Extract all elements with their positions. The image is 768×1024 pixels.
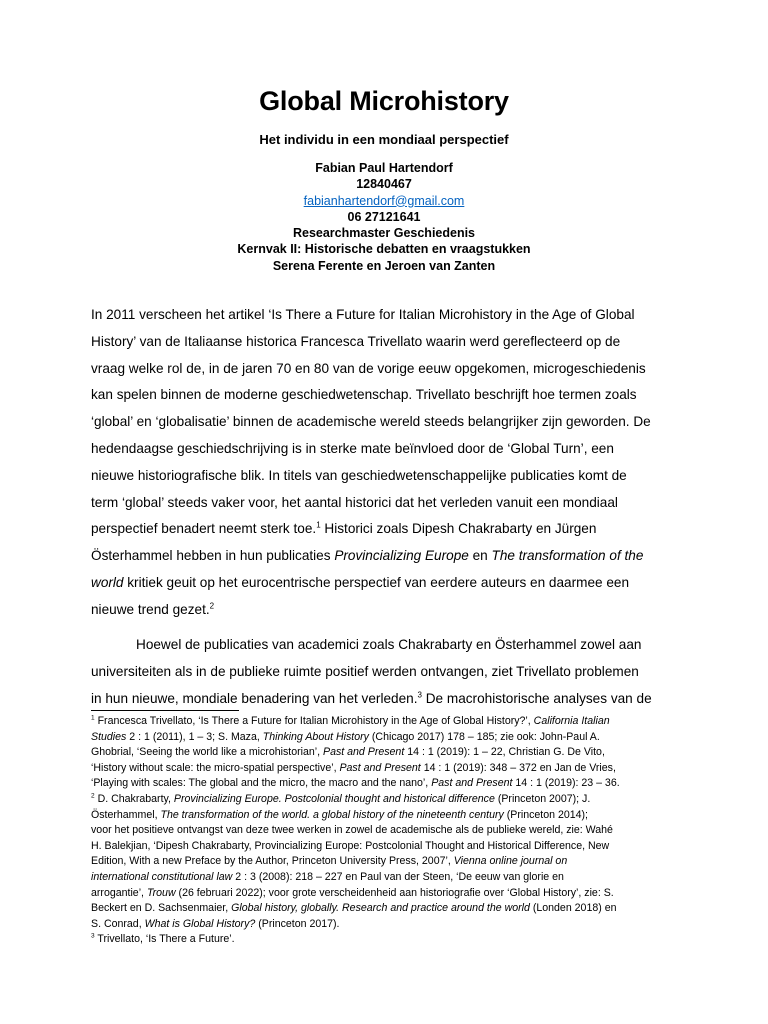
footnote-number: 2 (91, 792, 95, 800)
italic-text: Past and Present (339, 761, 421, 774)
footnote-ref-2[interactable]: 2 (209, 601, 215, 611)
footnote-line (91, 886, 681, 902)
italic-text: Past and Present (431, 777, 513, 790)
text-line: kan spelen binnen de moderne geschiedwetenschap. Trivellato beschrijft hoe termen zoals (91, 387, 637, 403)
footnote-line (91, 808, 681, 824)
italic-text: Provincializing Europe. Postcolonial thought and historical difference (173, 792, 495, 805)
text-line: hedendaagse geschiedschrijving is in sterke mate beïnvloed door de ‘Global Turn’, een (91, 440, 614, 456)
document-subtitle: Het individu in een mondiaal perspectief (259, 132, 509, 147)
text-span: 14 : 1 (2019): 23 – 36. (512, 777, 620, 790)
text-span: (Londen 2018) en (529, 902, 617, 915)
author-block (0, 160, 768, 274)
program-name: Researchmaster Geschiedenis (292, 226, 476, 241)
author-name: Fabian Paul Hartendorf (315, 161, 453, 175)
footnote-line (91, 730, 681, 746)
italic-text: Past and Present (323, 746, 405, 759)
text-line: In 2011 verscheen het artikel ‘Is There a Future for Italian Microhistory in the Age of Global (91, 307, 635, 322)
italic-text: Global history, globally. Research and practice around the world (231, 902, 530, 915)
text-span: ‘Playing with scales: The global and the micro, the macro and the nano’, (91, 777, 432, 790)
text-span: Ghobrial, ‘Seeing the world like a microhistorian’, (91, 746, 323, 759)
text-span: arrogantie’, (91, 886, 147, 899)
footnote-line (91, 714, 681, 730)
book-title: Provincializing Europe (334, 548, 469, 564)
footnote-ref-1[interactable]: 1 (316, 520, 321, 530)
text-span: (26 februari 2022); voor grote verscheidenheid aan historiografie over ‘Global History’, zie: S. (175, 886, 614, 899)
footnotes (91, 714, 681, 948)
text-span: 2 : 1 (2011), 1 – 3; S. Maza, (126, 730, 263, 743)
text-line (91, 597, 677, 624)
text-span: 14 : 1 (2019): 348 – 372 en Jan de Vries, (420, 761, 616, 774)
text-line: ‘global’ en ‘globalisatie’ binnen de academische wereld steeds belangrijker zijn geworden. De (91, 414, 651, 430)
italic-text: Trouw (146, 886, 176, 899)
email-link[interactable]: fabianhartendorf@gmail.com (303, 193, 465, 208)
text-span: S. Conrad, (91, 917, 145, 930)
text-span: in hun nieuwe, mondiale benadering van het verleden. (91, 690, 418, 706)
text-span: 14 : 1 (2019): 1 – 22, Christian G. De Vito, (404, 746, 605, 759)
phone-number: 06 27121641 (347, 209, 421, 224)
footnote-number: 1 (91, 714, 95, 722)
body-paragraph-1 (91, 302, 677, 624)
book-title: world (91, 574, 124, 590)
italic-text: California Italian (533, 715, 610, 727)
italic-text: What is Global History? (144, 917, 256, 930)
text-line: Hoewel de publicaties van academici zoals Chakrabarty en Österhammel zowel aan (136, 637, 642, 652)
text-span: (Princeton 2007); J. (494, 792, 591, 805)
teachers: Serena Ferente en Jeroen van Zanten (272, 258, 496, 273)
text-span: Österhammel hebben in hun publicaties (91, 548, 335, 564)
book-title: The transformation of the (491, 548, 644, 564)
footnote-line (91, 854, 681, 870)
text-line (91, 543, 677, 570)
student-number: 12840467 (356, 177, 412, 192)
text-span: (Princeton 2014); (503, 808, 589, 821)
italic-text: The transformation of the world. a global history of the nineteenth century (160, 808, 504, 821)
text-span: Österhammel, (91, 808, 161, 821)
text-span: Edition, With a new Preface by the Author, Princeton University Press, 2007’, (91, 855, 454, 868)
footnote-line (91, 745, 681, 761)
footnote-line (91, 761, 681, 777)
italic-text: international constitutional law (91, 870, 233, 883)
footnote-separator (91, 710, 239, 711)
text-line: vraag welke rol de, in de jaren 70 en 80 van de vorige eeuw opgekomen, microgeschiedenis (91, 360, 646, 376)
document-title: Global Microhistory (259, 86, 509, 116)
italic-text: Studies (91, 730, 127, 743)
text-span: Beckert en D. Sachsenmaier, (91, 902, 232, 915)
text-span: De macrohistorische analyses van de (421, 690, 652, 706)
footnote-number: 3 (91, 932, 95, 940)
course-name: Kernvak II: Historische debatten en vraagstukken (237, 242, 531, 257)
footnote-line: H. Balekjian, ‘Dipesh Chakrabarty, Provincializing Europe: Postcolonial Thought and Historical Difference, New (91, 839, 610, 852)
text-line: universiteiten als in de publieke ruimte positief werden ontvangen, ziet Trivellato problemen (91, 663, 639, 679)
footnote-line (91, 792, 681, 808)
text-line (91, 570, 677, 597)
text-span: Francesca Trivellato, ‘Is There a Future for Italian Microhistory in the Age of Global History?’, (94, 715, 534, 727)
text-line (91, 516, 677, 543)
footnote-line (91, 917, 681, 933)
text-span: 2 : 3 (2008): 218 – 227 en Paul van der Steen, ‘De eeuw van glorie en (232, 870, 564, 883)
text-span: D. Chakrabarty, (94, 792, 174, 805)
text-span: en (468, 548, 492, 564)
footnote-line (91, 870, 681, 886)
text-line (91, 686, 677, 713)
text-span: Trivellato, ‘Is There a Future’. (94, 933, 235, 946)
text-line: History’ van de Italiaanse historica Francesca Trivellato waarin werd gereflecteerd op de (91, 333, 621, 349)
body-paragraph-2 (91, 632, 677, 712)
italic-text: Vienna online journal on (453, 855, 568, 868)
text-line: nieuwe historiografische blik. In titels van geschiedwetenschappelijke publicaties komt de (91, 467, 627, 483)
footnote-ref-3[interactable]: 3 (417, 690, 422, 700)
text-span: kritiek geuit op het eurocentrische perspectief van eerdere auteurs en daarmee een (123, 574, 630, 590)
italic-text: Thinking About History (262, 730, 369, 743)
text-span: Historici zoals Dipesh Chakrabarty en Jürgen (320, 521, 597, 537)
text-span: (Princeton 2017). (255, 917, 340, 930)
text-line: term ‘global’ steeds vaker voor, het aantal historici dat het verleden vanuit een mondiaal (91, 494, 618, 510)
footnote-line: voor het positieve ontvangst van deze twee werken in zowel de academische als de publieke wereld, zie: Wahé (91, 824, 613, 837)
footnote-line (91, 932, 681, 948)
text-span: (Chicago 2017) 178 – 185; zie ook: John-Paul A. (368, 730, 600, 743)
footnote-line (91, 776, 681, 792)
text-span: nieuwe trend gezet. (91, 601, 210, 617)
text-span: ‘History without scale: the micro-spatial perspective’, (91, 761, 340, 774)
footnote-line (91, 901, 681, 917)
text-span: perspectief benadert neemt sterk toe. (91, 521, 317, 537)
